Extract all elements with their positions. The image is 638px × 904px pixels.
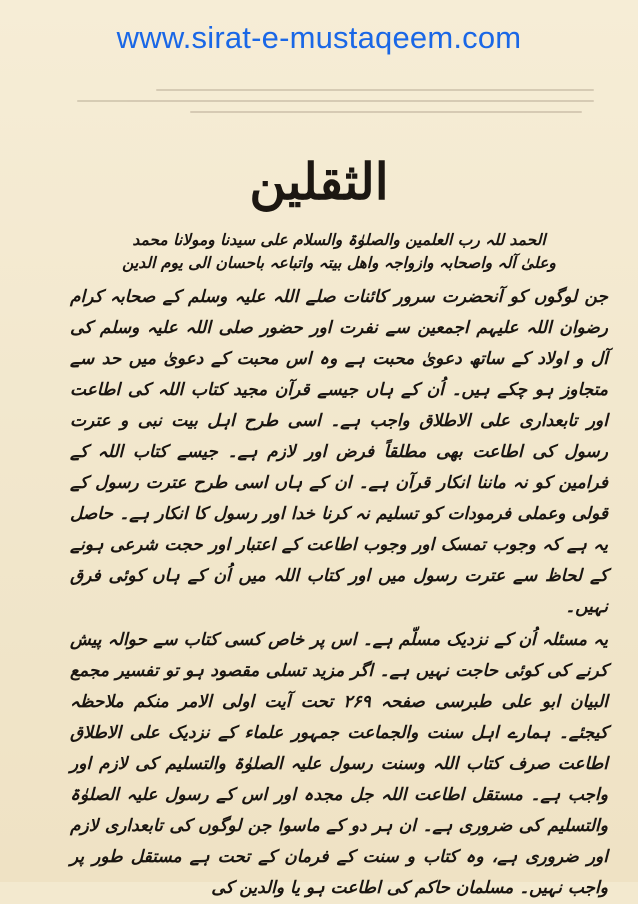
paragraph: یہ مسئلہ اُن کے نزدیک مسلّم ہے۔ اس پر خاص کسی کتاب سے حوالہ پیش کرنے کی کوئی حاجت نہیں ہے۔ اگر مزید تسلی مقصود ہو تو تفسیر مجمع البیان ابو علی طبرسی صفحہ ۲۶۹ تحت آیت اولی الامر منکم ملاحظہ کیجئے۔ ہمارے اہل سنت والجماعت جمہور علماء کے نزدیک علی الاطلاق اطاعت صرف کتاب اللہ وسنت رسول علیہ الصلوٰۃ والتسلیم کی لازم اور واجب ہے۔ مستقل اطاعت اللہ جل مجدہ اور اس کے رسول علیہ الصلوٰۃ والتسلیم کی ضروری ہے۔ ان ہر دو کے ماسوا جن لوگوں کی تابعداری لازم اور ضروری ہے، وہ کتاب و سنت کے فرمان کے تحت ہے مستقل طور پر واجب نہیں۔ مسلمان حاکم کی اطاعت ہو یا والدین کی xyxy=(70,630,608,898)
doxology xyxy=(70,228,608,274)
bleed-through-text xyxy=(55,80,616,140)
doxology-line: وعلیٰ آلہ واصحابہ وازواجہ واھل بیتہ واتباعہ باحسان الی یوم الدین xyxy=(122,253,556,272)
doxology-line: الحمد للہ رب العلمین والصلوٰۃ والسلام علی سیدنا ومولانا محمد xyxy=(132,230,546,249)
watermark-url: www.sirat-e-mustaqeem.com xyxy=(116,20,522,55)
paragraph: جن لوگوں کو آنحضرت سرور کائنات صلے اللہ علیہ وسلم کے صحابہ کرام رضوان اللہ علیہم اجمعین سے نفرت اور حضور صلی اللہ علیہ وسلم کی آل و اولاد کے ساتھ دعویٰ محبت ہے وہ اس محبت کے دعویٰ میں حد سے متجاوز ہو چکے ہیں۔ اُن کے ہاں جیسے قرآن مجید کتاب اللہ کی اطاعت اور تابعداری علی الاطلاق واجب ہے۔ اسی طرح اہل بیت نبی و عترت رسول کی اطاعت بھی مطلقاً فرض اور لازم ہے۔ جیسے کتاب اللہ کے فرامین کو نہ ماننا انکار قرآن ہے۔ ان کے ہاں اسی طرح عترت رسول کے قولی وعملی فرمودات کو تسلیم نہ کرنا خدا اور رسول کا انکار ہے۔ حاصل یہ ہے کہ وجوب تمسک اور وجوب اطاعت کے اعتبار اور حجت شرعی ہونے کے لحاظ سے عترت رسول میں اور کتاب اللہ میں اُن کے ہاں کوئی فرق نہیں۔ xyxy=(70,287,608,617)
page-title: الثقلین xyxy=(249,152,389,211)
page-body xyxy=(70,228,608,904)
